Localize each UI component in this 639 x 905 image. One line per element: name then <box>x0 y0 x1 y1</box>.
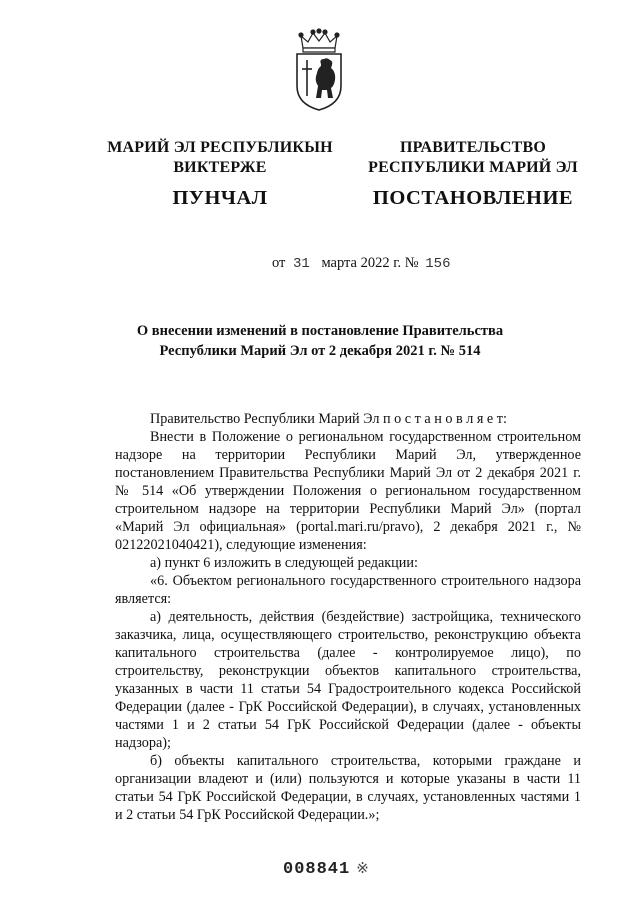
serial-number <box>283 859 370 879</box>
coat-of-arms-icon <box>291 28 347 112</box>
footer-mark-icon: ※ <box>356 861 370 878</box>
date-day: 31 <box>293 256 310 272</box>
body-paragraph-2: Внести в Положение о региональном государственном строительном надзоре на территории Республики Марий Эл, утвержденное постановлением Правительства Республики Марий Эл от 2 декабря 2021 г. № 514 «Об утверждении Положения о региональном государственном строительном надзоре на территории Республики Марий Эл» (портал «Марий Эл официальная» (portal.mari.ru/pravo), 2 декабря 2021 г., № 02122021040421), следующие изменения: <box>115 429 581 553</box>
title-line1: О внесении изменений в постановление Правительства <box>136 323 504 339</box>
date-prefix: от <box>272 255 286 271</box>
document-date-line <box>272 255 450 272</box>
document-number: 156 <box>425 256 451 272</box>
body-paragraph-5: а) деятельность, действия (бездействие) застройщика, технического заказчика, лица, осуществляющего строительство, реконструкцию объекта капитального строительства (далее - контролируемое лицо), по строительству, реконструкции объектов капитального строительства, указанных в части 11 статьи 54 Градостроительного кодекса Российской Федерации (далее - ГрК Российской Федерации), в случаях, установленных частями 1 и 2 статьи 54 ГрК Российской Федерации (далее - объекты надзора); <box>115 609 581 751</box>
header-right-line1: ПРАВИТЕЛЬСТВО <box>399 139 547 156</box>
header-right-line2: РЕСПУБЛИКИ МАРИЙ ЭЛ <box>368 159 578 176</box>
body-paragraph-3: а) пункт 6 изложить в следующей редакции: <box>150 555 418 571</box>
document-body <box>115 410 581 824</box>
header-left-line1: МАРИЙ ЭЛ РЕСПУБЛИКЫН <box>107 139 333 156</box>
body-paragraph-4: «6. Объектом регионального государственного строительного надзора является: <box>115 573 581 607</box>
title-line2: Республики Марий Эл от 2 декабря 2021 г. № 514 <box>159 343 481 359</box>
body-paragraph-6: б) объекты капитального строительства, которыми граждане и организации владеют и (или) пользуются и которые указаны в части 11 статьи 54 ГрК Российской Федерации, в случаях, установленных частями 1 и 2 статьи 54 ГрК Российской Федерации.»; <box>115 753 581 823</box>
date-month-year: марта 2022 г. № <box>321 255 419 271</box>
body-paragraph-1: Правительство Республики Марий Эл п о с т а н о в л я е т: <box>150 411 507 427</box>
document-title <box>120 321 520 361</box>
header-right-doc-type: ПОСТАНОВЛЕНИЕ <box>372 187 574 209</box>
header-left-line2: ВИКТЕРЖЕ <box>173 159 267 176</box>
header-left-doc-type: ПУНЧАЛ <box>172 187 268 209</box>
header-left <box>95 138 345 212</box>
serial-number-value: 008841 <box>283 860 351 879</box>
header-right <box>348 138 598 212</box>
